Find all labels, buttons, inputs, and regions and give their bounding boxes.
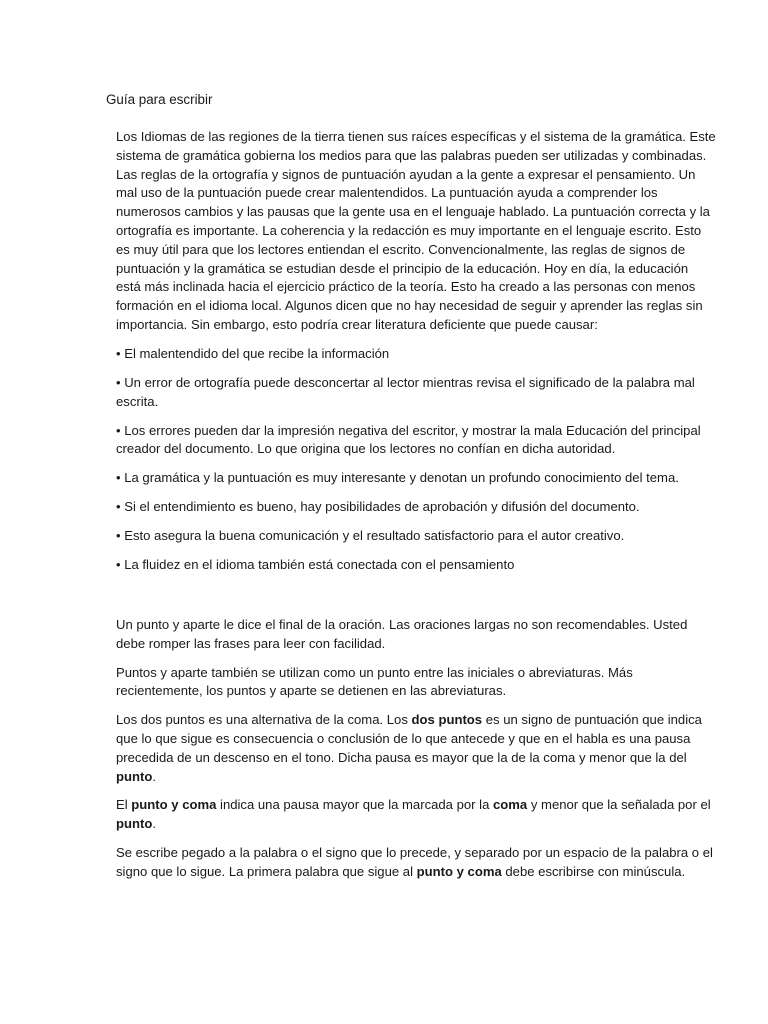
punctuation-section <box>116 616 716 892</box>
bold-term: coma <box>493 797 528 813</box>
intro-paragraph: Los Idiomas de las regiones de la tierra tienen sus raíces específicas y el sistema de la gramática. Este sistema de gramática gobierna los medios para que las palabras pueden ser utilizadas y combinadas. Las reglas de la ortografía y signos de puntuación ayudan a la gente a expresar el pensamiento. Un mal uso de la puntuación puede crear malentendidos. La puntuación ayuda a comprender los numerosos cambios y las pausas que la gente usa en el lenguaje hablado. La puntuación correcta y la ortografía es importante. La coherencia y la redacción es muy importante en el lenguaje escrito. Esto es muy útil para que los lectores entiendan el escrito. Convencionalmente, las reglas de signos de puntuación y la gramática se estudian desde el principio de la educación. Hoy en día, la educación está más inclinada hacia el ejercicio práctico de la teoría. Esto ha creado a las personas con menos formación en el idioma local. Algunos dicen que no hay necesidad de seguir y aprender las reglas sin importancia. Sin embargo, esto podría crear literatura deficiente que puede causar: <box>116 129 716 332</box>
punto-aparte-paragraph: Un punto y aparte le dice el final de la oración. Las oraciones largas no son recomendables. Usted debe romper las frases para leer con facilidad. <box>116 617 688 651</box>
escritura-paragraph <box>116 844 716 882</box>
bullet-item: • Los errores pueden dar la impresión negativa del escritor, y mostrar la mala Educación del principal creador del documento. Lo que origina que los lectores no confían en dicha autoridad. <box>116 422 701 457</box>
text-run: El <box>116 797 132 813</box>
bullet-item: • El malentendido del que recibe la información <box>116 345 390 361</box>
text-run: y menor que la señalada por el <box>527 797 711 813</box>
bullet-item: • La fluidez en el idioma también está conectada con el pensamiento <box>116 557 515 573</box>
text-run: . <box>152 768 156 784</box>
dos-puntos-paragraph <box>116 711 716 786</box>
text-run: Los dos puntos es una alternativa de la coma. Los <box>116 712 412 728</box>
bold-term: punto y coma <box>131 797 217 813</box>
text-run: . <box>152 816 156 832</box>
bullet-item: • La gramática y la puntuación es muy interesante y denotan un profundo conocimiento del tema. <box>116 470 679 486</box>
abreviaturas-paragraph: Puntos y aparte también se utilizan como un punto entre las iniciales o abreviaturas. Más recientemente, los puntos y aparte se detienen en las abreviaturas. <box>116 664 633 699</box>
punto-y-coma-paragraph <box>116 796 716 834</box>
text-run: debe escribirse con minúscula. <box>501 863 686 879</box>
intro-section <box>116 128 716 575</box>
document-title: Guía para escribir <box>106 92 213 107</box>
bullet-item: • Esto asegura la buena comunicación y el resultado satisfactorio para el autor creativo. <box>116 528 625 544</box>
text-run: Se escribe pegado a la palabra o el signo que lo precede, y separado por un espacio de la palabra o el signo que lo sigue. La primera palabra que sigue al <box>116 844 713 879</box>
bold-term: dos puntos <box>411 712 483 728</box>
bold-term: punto <box>116 816 153 832</box>
bold-term: punto y coma <box>416 863 502 879</box>
bold-term: punto <box>116 768 153 784</box>
bullet-item: • Un error de ortografía puede desconcertar al lector mientras revisa el significado de la palabra mal escrita. <box>116 374 695 409</box>
bullet-item: • Si el entendimiento es bueno, hay posibilidades de aprobación y difusión del documento. <box>116 499 640 515</box>
text-run: indica una pausa mayor que la marcada por la <box>216 797 493 813</box>
text-run: es un signo de puntuación que indica que lo que sigue es consecuencia o conclusión de lo que antecede y que en el habla es una pausa precedida de un descenso en el tono. Dicha pausa es mayor que la de la coma y menor que la del <box>116 712 702 765</box>
